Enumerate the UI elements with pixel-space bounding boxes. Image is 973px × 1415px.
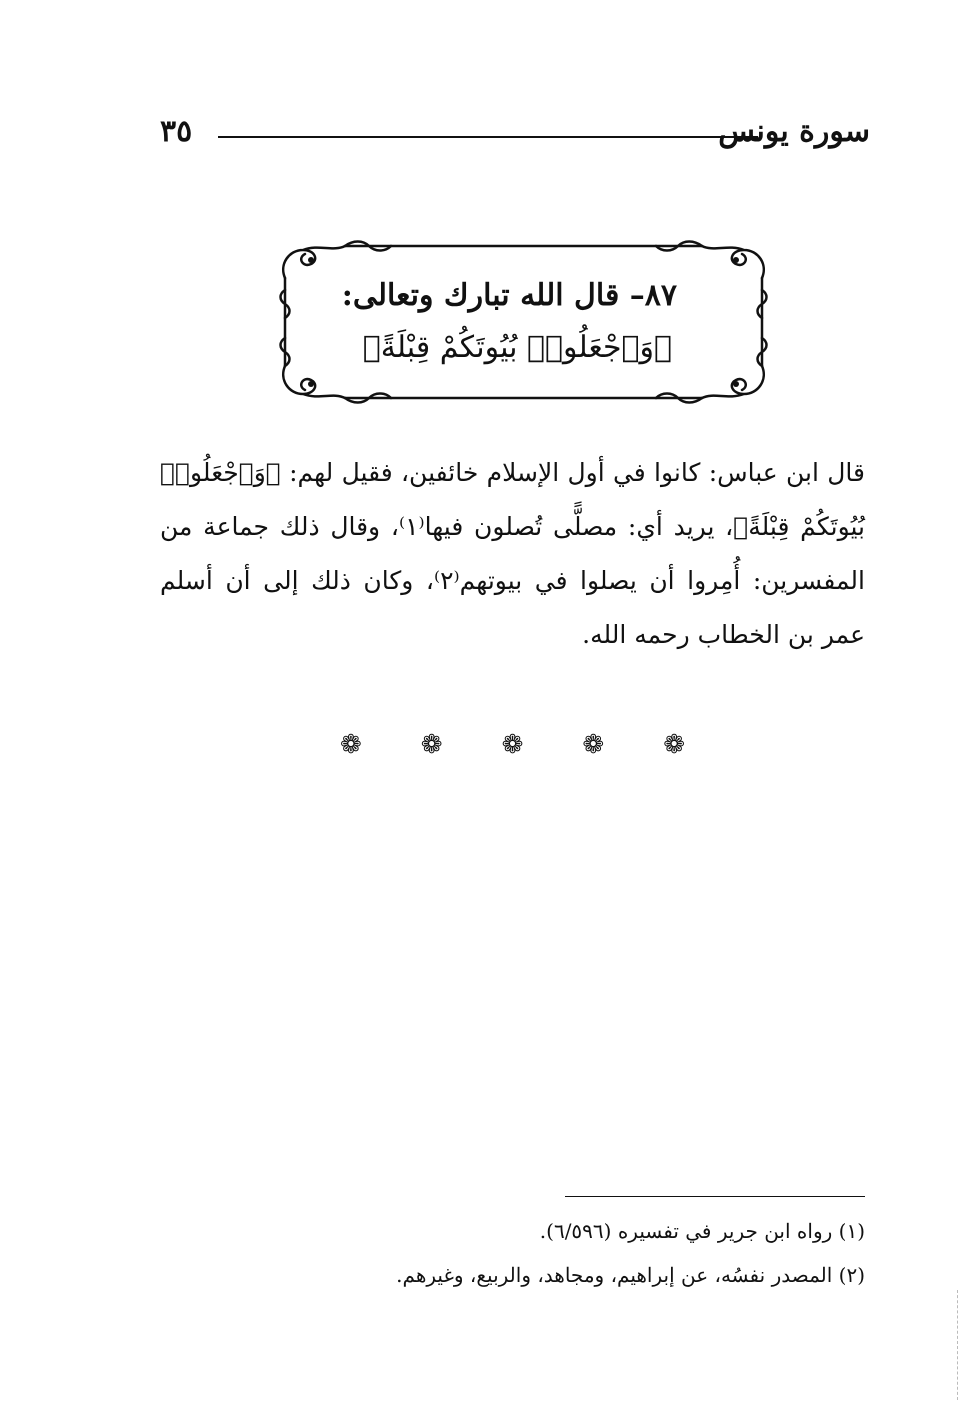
footnote-rule (565, 1196, 865, 1197)
frame-ornament-icon (275, 238, 772, 406)
star-ornament-icon: ❁ (340, 730, 362, 760)
surah-title: سورة يونس (718, 114, 870, 149)
star-ornament-icon: ❁ (420, 730, 443, 760)
footnote-2: (٢) المصدر نفسُه، عن إبراهيم، ومجاهد، والربيع، وغيرهم. (396, 1263, 865, 1287)
star-ornament-icon: ❁ (501, 730, 524, 760)
page-number: ٣٥ (160, 114, 193, 149)
star-ornament-icon: ❁ (663, 730, 685, 760)
body-paragraph: قال ابن عباس: كانوا في أول الإسلام خائفين، فقيل لهم: ﴿وَٱجْعَلُوا۟ بُيُوتَكُمْ قِبْلَةً﴾، يريد أي: مصلًّى تُصلون فيها⁽١⁾، وقال ذلك جماعة من المفسرين: أُمِروا أن يصلوا في بيوتهم⁽٢⁾، وكان ذلك إلى أن أسلم عمر بن الخطاب رحمه الله. (160, 458, 865, 649)
ornamental-frame (275, 238, 772, 406)
hadith-heading: ٨٧– قال الله تبارك وتعالى: (341, 278, 677, 313)
header-rule (218, 136, 758, 138)
section-separator (340, 725, 685, 765)
star-ornament-icon: ❁ (582, 730, 605, 760)
scan-edge-marks (957, 1290, 960, 1400)
running-header (160, 112, 870, 152)
quran-verse: ﴿وَٱجْعَلُوا۟ بُيُوتَكُمْ قِبْلَةً﴾ (362, 330, 672, 365)
footnote-1: (١) رواه ابن جرير في تفسيره (٦/٥٩٦). (539, 1219, 865, 1243)
